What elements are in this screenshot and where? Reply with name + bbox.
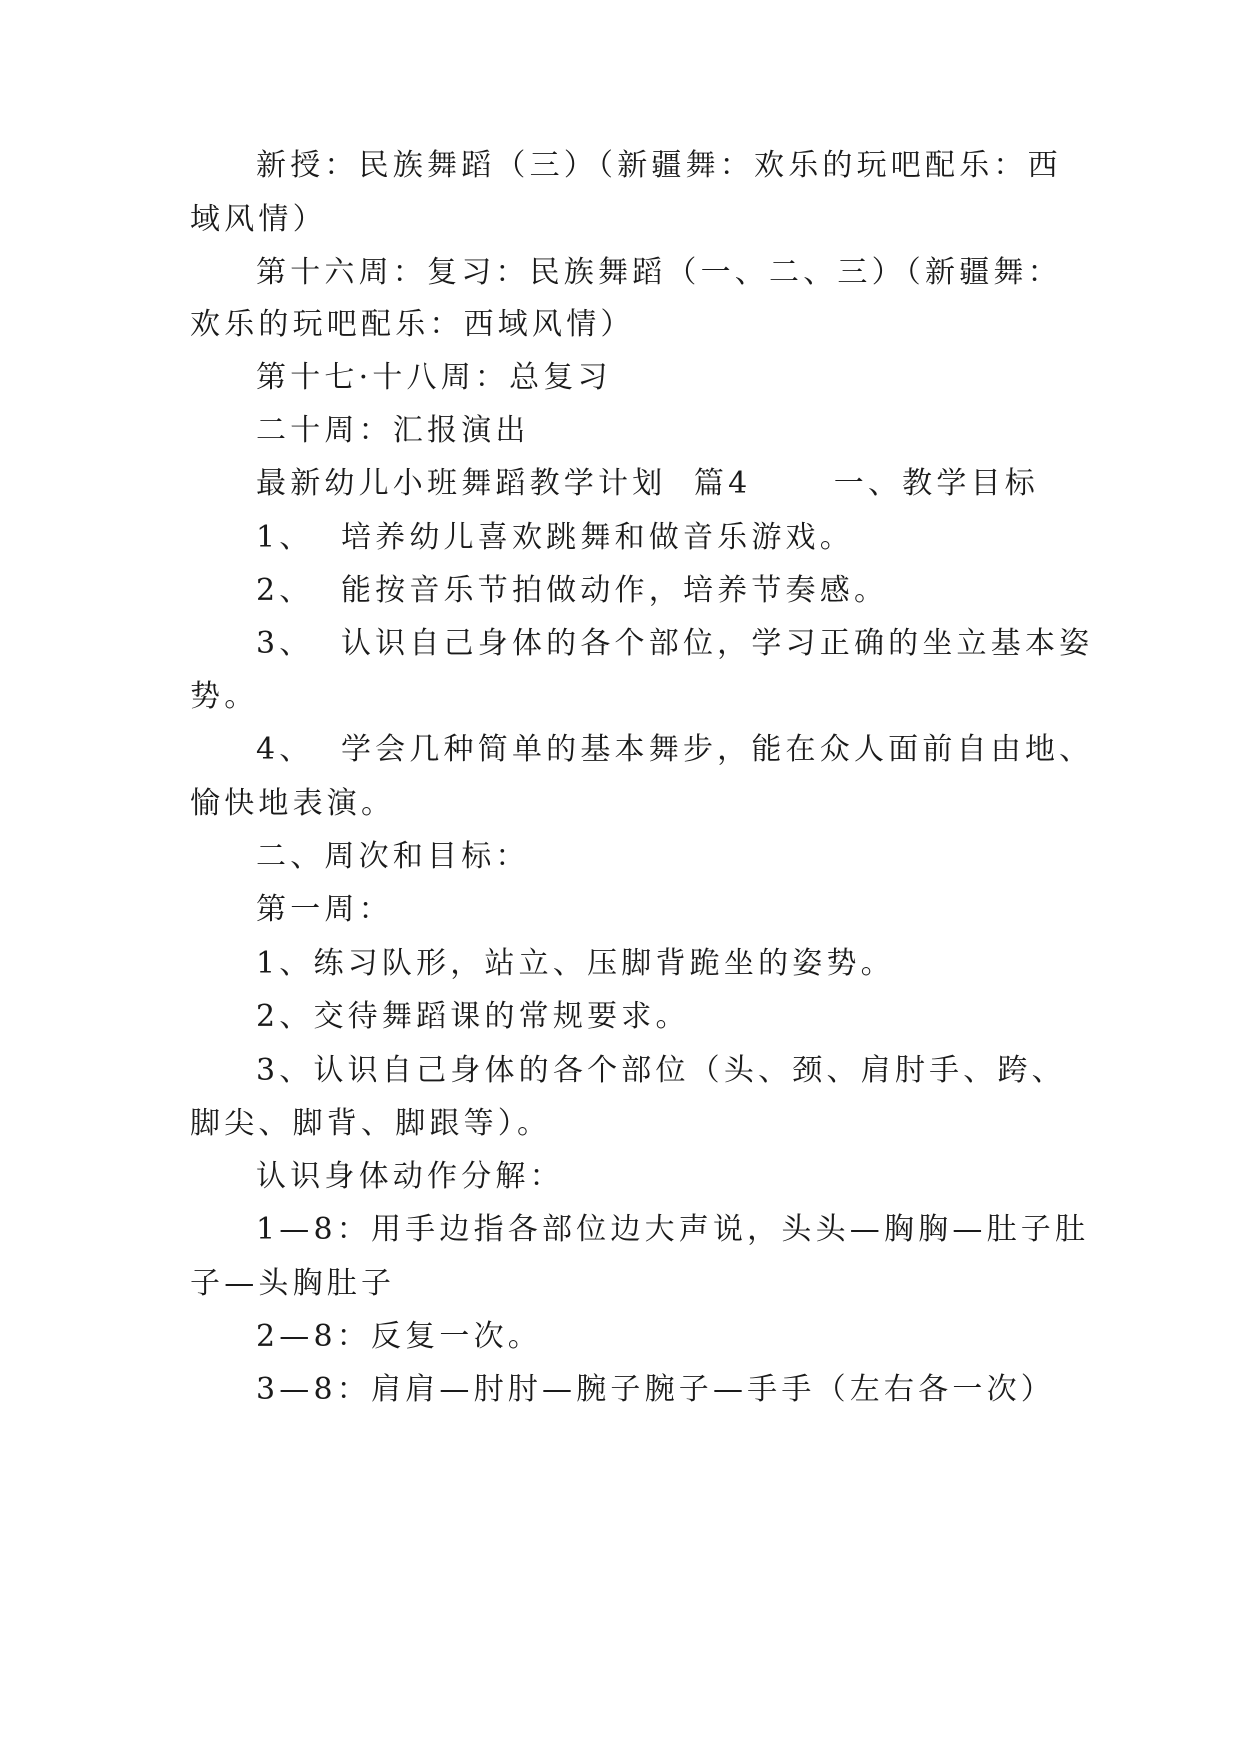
text-line: 1、练习队形，站立、压脚背跪坐的姿势。	[256, 946, 895, 981]
text-line: 2—8：反复一次。	[256, 1319, 542, 1354]
text-line: 最新幼儿小班舞蹈教学计划 篇4 一、教学目标	[256, 466, 1039, 501]
text-line: 3—8：肩肩—肘肘—腕子腕子—手手（左右各一次）	[256, 1372, 1055, 1407]
text-line: 3、 认识自己身体的各个部位，学习正确的坐立基本姿	[256, 626, 1094, 661]
text-line: 第十六周：复习：民族舞蹈（一、二、三）（新疆舞：	[256, 255, 1062, 290]
text-line: 脚尖、脚背、脚跟等）。	[190, 1106, 552, 1141]
text-line: 二十周：汇报演出	[256, 413, 530, 448]
text-line: 新授：民族舞蹈（三）（新疆舞：欢乐的玩吧配乐：西	[256, 148, 1062, 183]
text-line: 域风情）	[190, 202, 327, 237]
text-line: 第一周：	[256, 892, 393, 927]
text-line: 第十七·十八周：总复习	[256, 360, 612, 395]
text-line: 子—头胸肚子	[190, 1266, 396, 1301]
text-line: 欢乐的玩吧配乐：西域风情）	[190, 307, 635, 342]
text-line: 3、认识自己身体的各个部位（头、颈、肩肘手、跨、	[256, 1053, 1066, 1088]
text-line: 愉快地表演。	[190, 786, 396, 821]
text-line: 1—8：用手边指各部位边大声说，头头—胸胸—肚子肚	[256, 1212, 1090, 1247]
text-line: 2、 能按音乐节拍做动作，培养节奏感。	[256, 573, 889, 608]
text-line: 2、交待舞蹈课的常规要求。	[256, 999, 690, 1034]
text-line: 1、 培养幼儿喜欢跳舞和做音乐游戏。	[256, 520, 854, 555]
text-line: 4、 学会几种简单的基本舞步，能在众人面前自由地、	[256, 732, 1094, 767]
text-line: 势。	[190, 679, 259, 714]
text-line: 认识身体动作分解：	[256, 1159, 564, 1194]
text-line: 二、周次和目标：	[256, 839, 530, 874]
